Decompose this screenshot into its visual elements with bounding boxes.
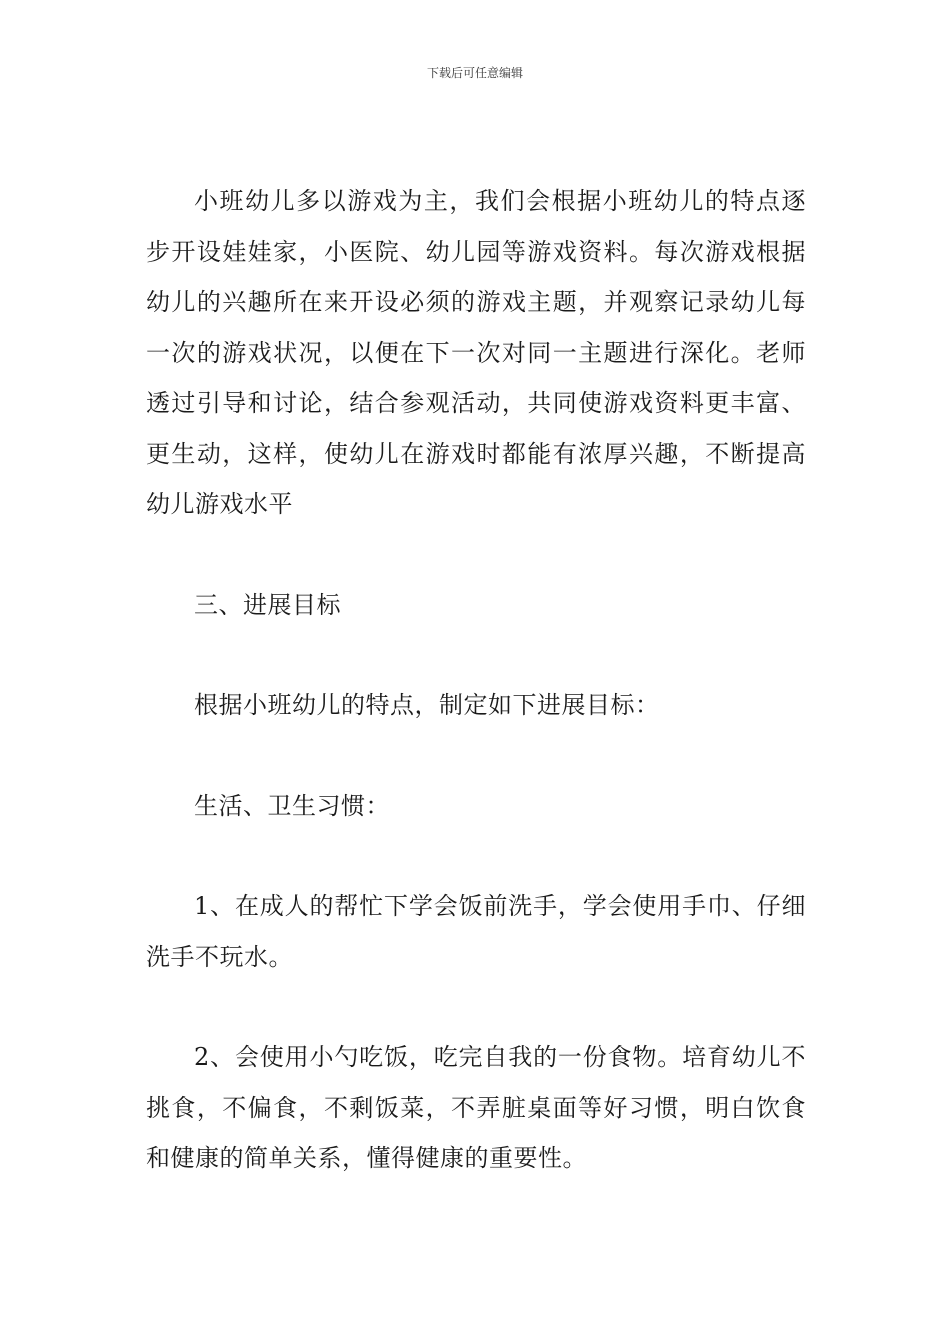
list-item-1: 1、在成人的帮忙下学会饭前洗手，学会使用手巾、仔细洗手不玩水。 [146, 892, 806, 971]
paragraph-game-activities: 小班幼儿多以游戏为主，我们会根据小班幼儿的特点逐步开设娃娃家，小医院、幼儿园等游戏资料。每次游戏根据幼儿的兴趣所在来开设必须的游戏主题，并观察记录幼儿每一次的游戏状况，以便在下一次对同一主题进行深化。老师透过引导和讨论，结合参观活动，共同使游戏资料更丰富、更生动，这样，使幼儿在游戏时都能有浓厚兴趣，不断提高幼儿游戏水平 [146, 187, 806, 518]
subheading-hygiene-habits: 生活、卫生习惯： [194, 791, 390, 820]
paragraph-goals-intro: 根据小班幼儿的特点，制定如下进展目标： [194, 691, 660, 719]
list-item-2: 2、会使用小勺吃饭，吃完自我的一份食物。培育幼儿不挑食，不偏食，不剩饭菜，不弄脏桌面等好习惯，明白饮食和健康的简单关系，懂得健康的重要性。 [146, 1043, 806, 1172]
header-note: 下载后可任意编辑 [426, 66, 523, 80]
document-body [146, 176, 806, 1184]
section-heading-goals: 三、进展目标 [194, 590, 341, 619]
